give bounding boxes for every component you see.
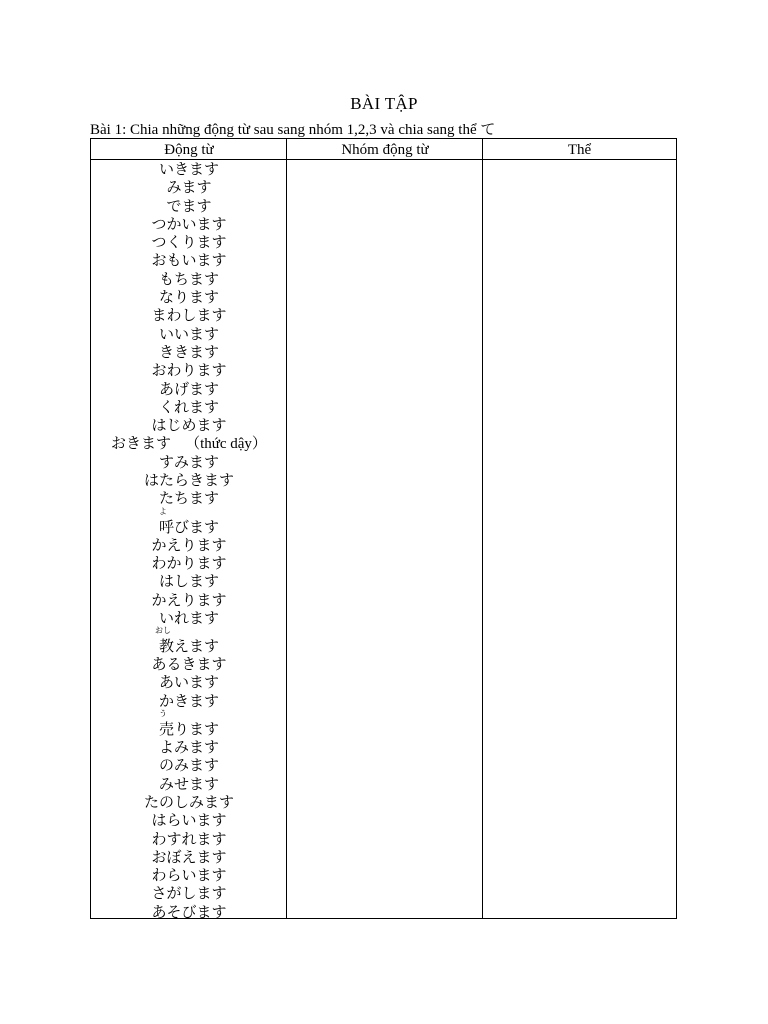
verb-text: つくります — [151, 233, 227, 252]
verb-text: よみます — [158, 738, 219, 757]
verb-text: はたらきます — [143, 471, 234, 490]
verb-row — [91, 673, 287, 691]
verb-text: みせます — [158, 774, 219, 793]
verb-text: のみます — [158, 756, 219, 775]
verb-row — [91, 655, 287, 673]
worksheet-title: BÀI TẬP — [350, 94, 418, 113]
verb-text: 教えます — [158, 637, 219, 656]
verb-text: おもいます — [151, 251, 227, 270]
verb-row — [91, 811, 287, 829]
verb-text: おきます — [111, 434, 172, 453]
verb-text: 売ります — [158, 720, 219, 739]
verb-row — [91, 380, 287, 398]
verb-text: でます — [166, 196, 212, 215]
verb-text: もちます — [158, 269, 219, 288]
verb-text: いいます — [158, 324, 219, 343]
verb-text: かきます — [158, 691, 219, 710]
verb-row — [91, 591, 287, 609]
verb-text: あるきます — [151, 655, 227, 674]
verb-row — [91, 710, 287, 738]
verb-row — [91, 775, 287, 793]
verb-text: なります — [158, 288, 219, 307]
verb-text: くれます — [158, 397, 219, 416]
verb-row — [91, 793, 287, 811]
verb-text: つかいます — [151, 214, 227, 233]
verb-row — [91, 361, 287, 379]
verb-row — [91, 471, 287, 489]
verb-row — [91, 884, 287, 902]
verb-text: さがします — [151, 884, 227, 903]
column-header-te-form: Thể — [567, 142, 592, 158]
verb-row — [91, 536, 287, 554]
verb-row — [91, 270, 287, 288]
verb-row — [91, 609, 287, 627]
verb-text: はします — [158, 572, 219, 591]
verb-text: みます — [166, 178, 212, 197]
verb-row — [91, 489, 287, 507]
column-header-group: Nhóm động từ — [341, 142, 429, 158]
verb-row — [91, 830, 287, 848]
verb-row — [91, 325, 287, 343]
verb-row — [91, 692, 287, 710]
verb-text: ききます — [158, 342, 219, 361]
verb-table — [90, 138, 677, 919]
verb-row — [91, 627, 287, 655]
verb-row — [91, 178, 287, 196]
verb-text: 呼びます — [158, 517, 219, 536]
verb-column — [91, 160, 287, 921]
verb-text: かえります — [151, 535, 227, 554]
verb-text: はらいます — [151, 811, 227, 830]
furigana: よ — [159, 506, 167, 516]
verb-row — [91, 251, 287, 269]
verb-row — [91, 416, 287, 434]
verb-row — [91, 434, 287, 452]
verb-row — [91, 508, 287, 536]
verb-row — [91, 738, 287, 756]
verb-text: あいます — [158, 673, 219, 692]
furigana: う — [159, 709, 167, 719]
verb-note: （thức dậy） — [185, 436, 267, 453]
verb-text: かえります — [151, 590, 227, 609]
verb-row — [91, 288, 287, 306]
verb-row — [91, 866, 287, 884]
verb-text: はじめます — [151, 416, 227, 435]
verb-row — [91, 848, 287, 866]
verb-text: わらいます — [151, 866, 227, 885]
verb-text: すみます — [158, 452, 219, 471]
verb-text: たちます — [158, 489, 219, 508]
verb-text: わすれます — [151, 829, 227, 848]
furigana: おし — [155, 626, 171, 636]
verb-text: いきます — [158, 160, 219, 178]
verb-text: たのしみます — [143, 792, 234, 811]
exercise-instruction: Bài 1: Chia những động từ sau sang nhóm 1,2,3 và chia sang thể て — [90, 122, 496, 138]
verb-row — [91, 453, 287, 471]
verb-text: おわります — [151, 361, 227, 380]
verb-row — [91, 554, 287, 572]
table-header — [91, 139, 676, 160]
column-header-verb: Động từ — [164, 142, 214, 158]
verb-row — [91, 903, 287, 921]
verb-text: わかります — [151, 553, 227, 572]
verb-row — [91, 306, 287, 324]
verb-text: あげます — [158, 379, 219, 398]
verb-text: あそびます — [151, 902, 227, 921]
column-divider — [482, 139, 483, 918]
verb-text: おぼえます — [151, 847, 227, 866]
verb-row — [91, 398, 287, 416]
verb-row — [91, 197, 287, 215]
verb-row — [91, 343, 287, 361]
verb-row — [91, 233, 287, 251]
verb-row — [91, 756, 287, 774]
verb-text: まわします — [151, 306, 227, 325]
verb-row — [91, 160, 287, 178]
verb-text: いれます — [158, 608, 219, 627]
verb-row — [91, 215, 287, 233]
verb-row — [91, 572, 287, 590]
